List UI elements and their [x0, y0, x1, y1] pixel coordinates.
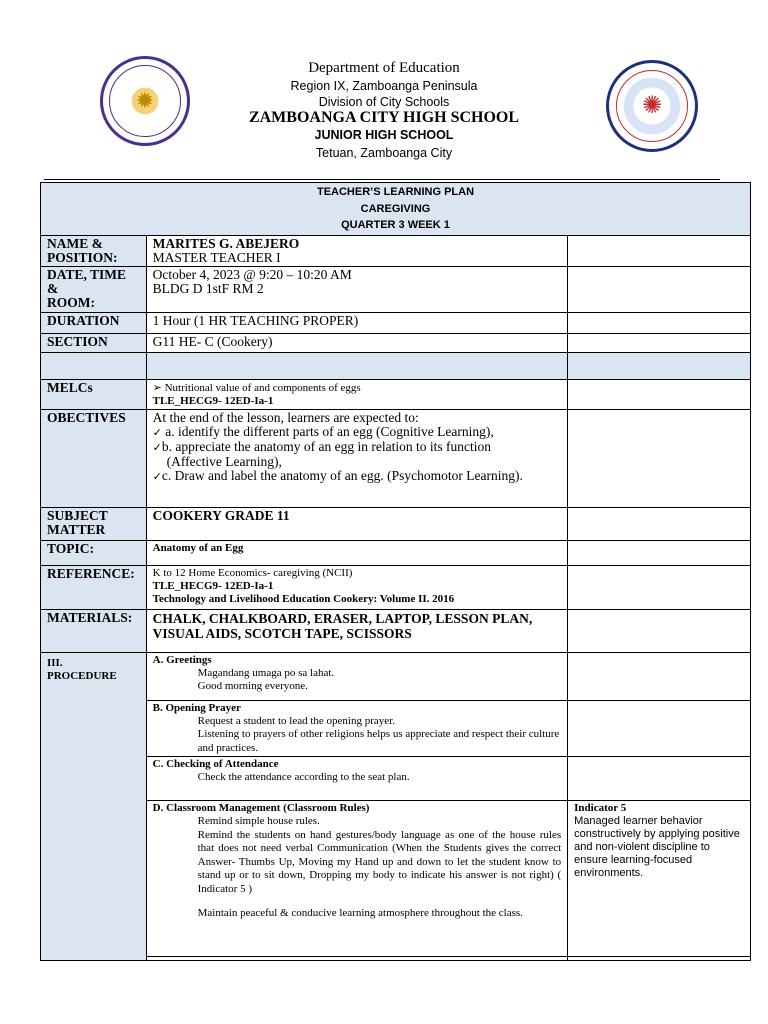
materials-remarks [568, 609, 751, 652]
objectives-remarks [568, 409, 751, 507]
check-icon: ✓ [152, 469, 162, 483]
indicator-cell [568, 801, 751, 957]
date-label-line: & [47, 280, 59, 296]
date-label-line: DATE, TIME [47, 266, 127, 282]
section-row [41, 333, 751, 352]
prayer-row [41, 700, 751, 757]
name-label-line: NAME & [47, 235, 103, 251]
attendance-line: Check the attendance according to the seat plan. [197, 771, 410, 783]
duration-label: DURATION [41, 312, 147, 333]
procedure-numeral: III. [47, 656, 63, 669]
greetings-cell [146, 652, 568, 700]
date-label [41, 266, 147, 312]
attendance-heading: C. Checking of Attendance [152, 758, 279, 770]
subject-row [41, 507, 751, 540]
management-row [41, 801, 751, 957]
reference-book: Technology and Livelihood Education Cookery: Volume II. 2016 [152, 592, 455, 605]
date-value [146, 266, 568, 312]
school-seal-logo [100, 56, 190, 146]
topic-remarks [568, 540, 751, 565]
objective-b-text: b. appreciate the anatomy of an egg in relation to its function [161, 438, 491, 454]
seal-emblem-icon: ✺ [641, 91, 663, 119]
objectives-value [146, 409, 568, 507]
plan-title [41, 183, 751, 236]
name-row [41, 235, 751, 266]
subject-value: COOKERY GRADE 11 [146, 507, 568, 540]
attendance-row [41, 757, 751, 801]
date-remarks [568, 266, 751, 312]
indicator-text: Managed learner behavior constructively by applying positive and non-violent discipline to ensure learning-focused environments. [574, 815, 740, 879]
prayer-remarks [568, 700, 751, 757]
greetings-remarks [568, 652, 751, 700]
plan-title-row [41, 183, 751, 236]
objective-a [153, 425, 562, 440]
plan-title-line: TEACHER’S LEARNING PLAN [316, 186, 475, 198]
reference-value [146, 565, 568, 609]
objectives-label: OBECTIVES [41, 409, 147, 507]
class-date: October 4, 2023 @ 9:20 – 10:20 AM [152, 266, 352, 282]
teacher-name: MARITES G. ABEJERO [152, 235, 300, 251]
deped-seal-logo [606, 60, 698, 152]
prayer-cell [146, 700, 568, 757]
school-address: Tetuan, Zamboanga City [315, 146, 453, 160]
reference-remarks [568, 565, 751, 609]
management-heading: D. Classroom Management (Classroom Rules) [152, 802, 370, 814]
subject-label [41, 507, 147, 540]
name-label [41, 235, 147, 266]
melc-text: Nutritional value of and components of eggs [164, 381, 361, 394]
subject-label-line: SUBJECT [47, 507, 108, 523]
class-room: BLDG D 1stF RM 2 [152, 280, 264, 296]
spacer-cell [146, 352, 568, 379]
plan-subject-line: CAREGIVING [360, 202, 431, 215]
prayer-heading: B. Opening Prayer [152, 701, 241, 714]
procedure-title: PROCEDURE [47, 669, 117, 682]
check-icon: ✓ [152, 440, 162, 454]
check-icon: ✓ [152, 425, 162, 439]
melc-code: TLE_HECG9- 12ED-Ia-1 [152, 394, 274, 407]
reference-row [41, 565, 751, 609]
prayer-line: Request a student to lead the opening prayer. [197, 714, 395, 727]
section-label: SECTION [41, 333, 147, 352]
name-value [146, 235, 568, 266]
teacher-position: MASTER TEACHER I [152, 249, 281, 265]
school-name: ZAMBOANGA CITY HIGH SCHOOL [248, 109, 520, 126]
school-level: JUNIOR HIGH SCHOOL [314, 128, 454, 142]
department-name: Department of Education [308, 60, 460, 76]
name-remarks [568, 235, 751, 266]
greetings-line: Good morning everyone. [197, 680, 308, 692]
objective-a-text: a. identify the different parts of an egg (Cognitive Learning), [161, 423, 494, 439]
attendance-remarks [568, 757, 751, 801]
document-header [0, 0, 768, 180]
materials-label: MATERIALS: [41, 609, 147, 652]
room-label-line: ROOM: [47, 294, 95, 310]
division-name: Division of City Schools [318, 95, 450, 109]
duration-remarks [568, 312, 751, 333]
subject-label-line: MATTER [47, 521, 106, 537]
reference-code: TLE_HECG9- 12ED-Ia-1 [152, 579, 274, 592]
region-name: Region IX, Zamboanga Peninsula [290, 79, 478, 93]
greetings-heading: A. Greetings [152, 653, 212, 666]
melc-item [153, 381, 562, 395]
prayer-line: Listening to prayers of other religions helps us appreciate and respect their culture and practices. [197, 728, 560, 754]
plan-quarter-line: QUARTER 3 WEEK 1 [341, 219, 450, 231]
table-end-cell [568, 957, 751, 961]
materials-line: CHALK, CHALKBOARD, ERASER, LAPTOP, LESSON PLAN, [152, 610, 533, 626]
objective-b [153, 440, 562, 455]
topic-label: TOPIC: [41, 540, 147, 565]
materials-line: VISUAL AIDS, SCOTCH TAPE, SCISSORS [152, 625, 412, 641]
indicator-heading: Indicator 5 [574, 802, 627, 814]
management-line: Remind simple house rules. [197, 815, 320, 827]
duration-value: 1 Hour (1 HR TEACHING PROPER) [146, 312, 568, 333]
objective-b-text-cont: (Affective Learning), [166, 453, 282, 469]
spacer-cell [568, 352, 751, 379]
topic-row [41, 540, 751, 565]
paragraph-gap [153, 896, 562, 907]
melcs-value [146, 379, 568, 409]
melcs-label: MELCs [41, 379, 147, 409]
objective-c [153, 469, 562, 484]
greetings-line: Magandang umaga po sa lahat. [197, 666, 335, 679]
seal-star-icon: ✹ [135, 89, 155, 114]
section-remarks [568, 333, 751, 352]
attendance-cell [146, 757, 568, 801]
objectives-intro: At the end of the lesson, learners are expected to: [152, 409, 419, 425]
topic-value: Anatomy of an Egg [146, 540, 568, 565]
position-label-line: POSITION: [47, 249, 118, 265]
procedure-label [41, 652, 147, 961]
duration-row [41, 312, 751, 333]
spacer-row [41, 352, 751, 379]
materials-value [146, 609, 568, 652]
management-paragraph: Remind the students on hand gestures/body language as one of the house rules that does not need verbal Communication (When the Students gives the correct Answer- Thumbs Up, Moving my Hand up and down to let the student know to stand up or to sit down, Dropping my body to indicate his answer is not right) ( Indicator 5 ) [197, 828, 562, 895]
learning-plan-table [40, 182, 751, 961]
melcs-row [41, 379, 751, 409]
greetings-row [41, 652, 751, 700]
objectives-row [41, 409, 751, 507]
spacer-cell [41, 352, 147, 379]
materials-row [41, 609, 751, 652]
management-paragraph: Maintain peaceful & conducive learning atmosphere throughout the class. [197, 907, 523, 919]
section-value: G11 HE- C (Cookery) [146, 333, 568, 352]
reference-line: K to 12 Home Economics- caregiving (NCII) [152, 566, 353, 579]
management-cell [146, 801, 568, 957]
table-end-row [41, 957, 751, 961]
reference-label: REFERENCE: [41, 565, 147, 609]
objective-c-text: c. Draw and label the anatomy of an egg. (Psychomotor Learning). [161, 467, 523, 483]
header-divider [44, 179, 720, 180]
melcs-remarks [568, 379, 751, 409]
subject-remarks [568, 507, 751, 540]
date-row [41, 266, 751, 312]
table-end-cell [146, 957, 568, 961]
arrow-bullet-icon: ➢ [152, 380, 162, 394]
